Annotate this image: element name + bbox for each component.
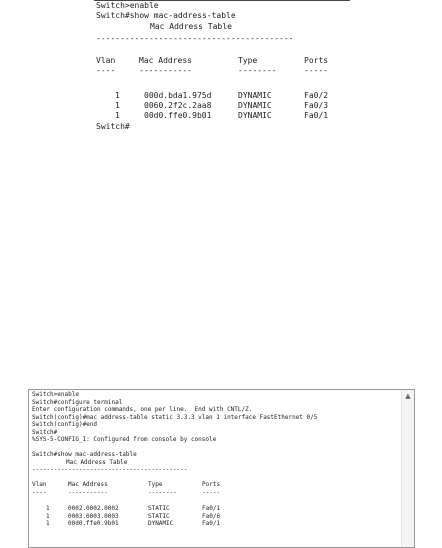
- header-ports: Ports: [304, 56, 329, 65]
- table-divider: -------------------------------------------: [32, 466, 188, 473]
- terminal-line: Switch>enable: [96, 1, 159, 10]
- header-type: Type: [238, 56, 258, 65]
- underline-vlan: ----: [96, 66, 116, 75]
- cell-mac: 0003.0003.0003: [68, 512, 119, 520]
- cell-ports: Fa0/6: [202, 512, 221, 520]
- header-type: Type: [148, 481, 163, 488]
- cell-ports: Fa0/3: [304, 101, 329, 110]
- terminal-line: Switch#show mac-address-table: [96, 11, 236, 20]
- terminal-line: Switch#show mac-address-table: [32, 451, 137, 458]
- cell-vlan: 1: [115, 101, 120, 110]
- terminal-line: Enter configuration commands, one per line. End with CNTL/Z.: [32, 406, 253, 413]
- cell-type: DYNAMIC: [148, 520, 174, 527]
- terminal-prompt: Switch#: [96, 122, 130, 131]
- terminal-output[interactable]: [32, 390, 400, 547]
- header-mac: Mac Address: [68, 481, 108, 488]
- cell-ports: Fa0/1: [304, 111, 329, 120]
- vertical-scrollbar[interactable]: [401, 390, 414, 547]
- table-title: Mac Address Table: [150, 22, 232, 31]
- cell-mac: 0002.0002.0002: [68, 505, 119, 512]
- cell-type: STATIC: [148, 505, 170, 512]
- cell-type: DYNAMIC: [238, 101, 272, 110]
- cell-type: DYNAMIC: [238, 91, 272, 100]
- scroll-up-icon[interactable]: ▲: [405, 392, 411, 400]
- cell-ports: Fa0/1: [202, 520, 221, 527]
- underline-type: --------: [148, 488, 177, 496]
- terminal-line: Switch(config)#end: [32, 421, 98, 428]
- header-mac: Mac Address: [139, 56, 192, 65]
- cell-ports: Fa0/1: [202, 505, 221, 512]
- cell-vlan: 1: [46, 512, 50, 520]
- header-ports: Ports: [202, 481, 221, 488]
- cli-terminal-window[interactable]: [28, 389, 415, 548]
- cell-type: STATIC: [148, 512, 170, 520]
- cell-vlan: 1: [115, 111, 120, 120]
- top-terminal-output: [94, 0, 350, 137]
- cell-mac: 0060.2f2c.2aa8: [144, 101, 212, 110]
- cell-type: DYNAMIC: [238, 111, 272, 120]
- terminal-line: Switch#: [32, 428, 58, 436]
- cell-mac: 00d0.ffe0.9b01: [144, 111, 212, 120]
- cell-vlan: 1: [115, 91, 120, 100]
- cell-mac: 000d.bda1.975d: [144, 91, 212, 100]
- underline-ports: -----: [304, 66, 329, 75]
- terminal-line: %SYS-5-CONFIG_I: Configured from console by console: [32, 436, 217, 443]
- table-title: Mac Address Table: [66, 458, 128, 466]
- cell-ports: Fa0/2: [304, 91, 329, 100]
- cell-vlan: 1: [46, 520, 50, 527]
- header-vlan: Vlan: [96, 56, 116, 65]
- terminal-line: Switch#configure terminal: [32, 398, 123, 406]
- cell-mac: 00d0.ffe0.9b01: [68, 520, 119, 527]
- table-divider: -----------------------------------------: [96, 34, 294, 43]
- underline-vlan: ----: [32, 488, 47, 496]
- terminal-line: Switch>enable: [32, 391, 79, 398]
- underline-mac: -----------: [139, 66, 192, 75]
- underline-type: --------: [238, 66, 277, 75]
- terminal-line: Switch(config)#mac address-table static 3.3.3 vlan 1 interface FastEthernet 0/5: [32, 413, 318, 421]
- cell-vlan: 1: [46, 505, 50, 512]
- underline-ports: -----: [202, 488, 221, 496]
- header-vlan: Vlan: [32, 481, 47, 488]
- underline-mac: -----------: [68, 488, 108, 496]
